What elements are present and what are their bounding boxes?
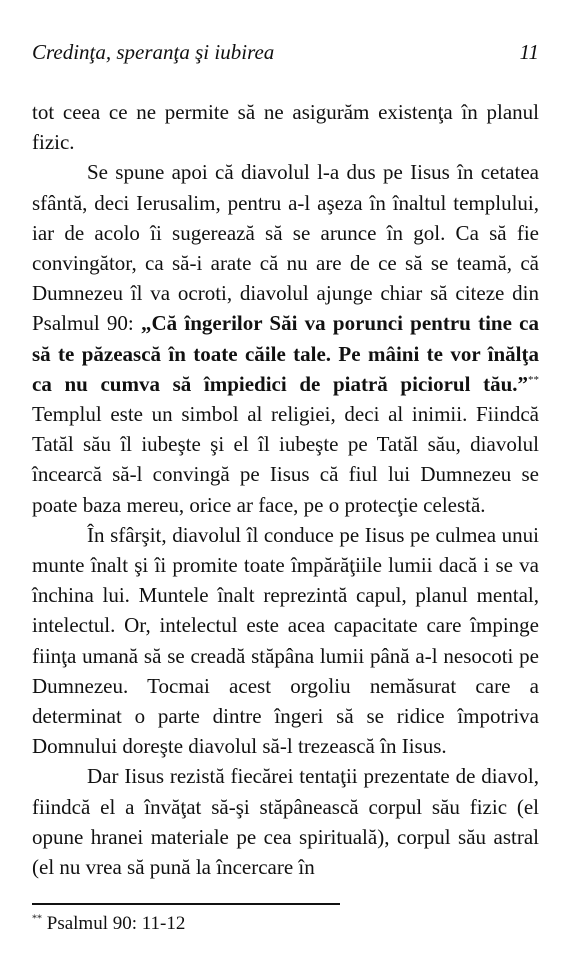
paragraph-temple bbox=[32, 157, 539, 519]
paragraph-mountain: În sfârşit, diavolul îl conduce pe Iisus pe culmea unui munte înalt şi îi promite toate împărăţiile lumii dacă i se va închina lui. Muntele înalt reprezintă capul, planul mental, intelectul. Or, intelectul este acea capacitate care împinge fiinţa umană să se creadă stăpâna lumii până a-l nesocoti pe Dumnezeu. Tocmai acest orgoliu nemăsurat care a determinat o parte dintre îngeri să se ridice împotriva Domnului doreşte diavolul să-l trezească în Iisus. bbox=[32, 522, 539, 759]
footnote-marker: ** bbox=[528, 373, 539, 386]
paragraph-text: Templul este un simbol al religiei, deci al inimii. Fiindcă Tatăl său îl iubeşte şi el îl iubeşte pe Tatăl său, diavolul încearcă să-l convingă pe Iisus că fiul lui Dumnezeu se poate baza mereu, orice ar face, pe o protecţie celestă. bbox=[32, 402, 539, 517]
footnote-text: Psalmul 90: 11-12 bbox=[46, 913, 186, 934]
paragraph-continuation: tot ceea ce ne permite să ne asigurăm existenţa în planul fizic. bbox=[32, 100, 539, 155]
running-title: Credinţa, speranţa şi iubirea bbox=[32, 40, 275, 64]
paragraph-text: Se spune apoi că diavolul l-a dus pe Iisus în cetatea sfântă, deci Ierusalim, pentru a-l aşeza în înaltul templului, iar de acolo îi sugerează să se arunce în gol. Ca să fie convingător, ca să-i arate că nu are de ce să se teamă, că Dumnezeu îl va ocroti, diavolul ajunge chiar să citeze din Psalmul 90: bbox=[32, 160, 539, 336]
footnote bbox=[32, 913, 185, 935]
psalm-quote: „Că îngerilor Săi va porunci pentru tine ca să te păzească în toate căile tale. Pe mâini te vor înălţa ca nu cumva să împiedici de piatră piciorul tău.” bbox=[32, 311, 539, 396]
page-header bbox=[32, 40, 539, 65]
paragraph-resistance: Dar Iisus rezistă fiecărei tentaţii prezentate de diavol, fiindcă el a învăţat să-şi stăpânească corpul său fizic (el opune hranei materiale pe cea spirituală), corpul său astral (el nu vrea să pună la încercare în bbox=[32, 764, 539, 880]
page-number: 11 bbox=[519, 40, 539, 64]
footnote-marker: ** bbox=[32, 913, 42, 925]
body-text bbox=[32, 97, 539, 882]
footnote-separator bbox=[32, 903, 340, 905]
